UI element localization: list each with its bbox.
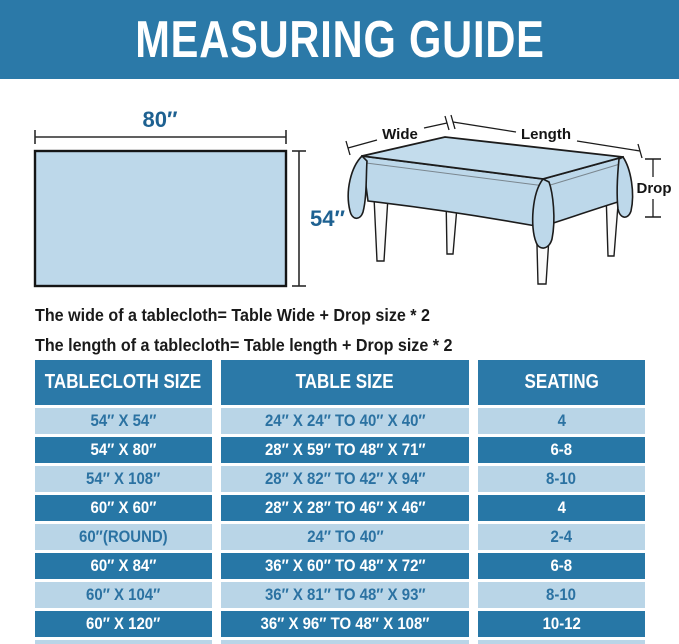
cell-value: 10-12	[542, 614, 581, 633]
table-bottom-strip	[221, 640, 469, 644]
length-formula: The length of a tablecloth= Table length + Drop size * 2	[35, 335, 453, 355]
cell-value: 8-10	[546, 585, 577, 604]
length-dimension-line	[577, 141, 640, 151]
length-dimension-line	[453, 122, 516, 132]
table-cell	[35, 466, 212, 492]
cell-value: 24″ TO 40″	[306, 527, 384, 546]
cell-value: 6-8	[550, 440, 573, 459]
table-cell	[221, 466, 469, 492]
width-formula: The wide of a tablecloth= Table Wide + Drop size * 2	[35, 305, 430, 325]
table-cell	[478, 524, 645, 550]
title-banner	[0, 0, 679, 79]
table-cell	[35, 408, 212, 434]
table-cell	[478, 582, 645, 608]
dimension-diagram-svg	[0, 79, 679, 295]
cell-value: 60″ X 104″	[86, 585, 161, 604]
table-cell	[221, 408, 469, 434]
corner-drape-left	[348, 156, 367, 218]
table-cell	[221, 582, 469, 608]
cell-value: 28″ X 59″ TO 48″ X 71″	[264, 440, 426, 459]
cell-value: 36″ X 81″ TO 48″ X 93″	[264, 585, 426, 604]
column-header-seating	[478, 360, 645, 405]
dimension-diagram-area	[0, 79, 679, 295]
cell-value: 6-8	[550, 556, 573, 575]
cell-value: 60″ X 84″	[90, 556, 157, 575]
table-cell	[35, 582, 212, 608]
table-cell	[478, 408, 645, 434]
table-cell	[35, 611, 212, 637]
wide-label: Wide	[382, 126, 418, 143]
page-title: MEASURING GUIDE	[134, 10, 545, 69]
table-cell	[221, 553, 469, 579]
length-label: Length	[521, 126, 571, 143]
rect-width-label: 80″	[142, 107, 178, 132]
cell-value: 54″ X 108″	[86, 469, 161, 488]
table-leg	[374, 197, 388, 261]
table-cell	[35, 495, 212, 521]
cell-value: 2-4	[550, 527, 573, 546]
table-bottom-strip	[478, 640, 645, 644]
table-cell	[221, 495, 469, 521]
column-header-table-size	[221, 360, 469, 405]
cell-value: 36″ X 96″ TO 48″ X 108″	[260, 614, 430, 633]
rect-height-label: 54″	[310, 206, 346, 231]
tablecloth-rectangle	[35, 151, 286, 286]
formula-section	[0, 295, 679, 360]
column-header-label: TABLECLOTH SIZE	[45, 371, 202, 393]
table-bottom-strip	[35, 640, 212, 644]
table-cell	[478, 437, 645, 463]
cell-value: 36″ X 60″ TO 48″ X 72″	[264, 556, 426, 575]
table-cell	[221, 524, 469, 550]
table-illustration	[346, 115, 672, 284]
drop-dimension	[637, 159, 672, 217]
rectangle-diagram	[35, 107, 345, 286]
table-cell	[35, 437, 212, 463]
cell-value: 28″ X 28″ TO 46″ X 46″	[264, 498, 426, 517]
column-header-label: SEATING	[524, 371, 599, 393]
cell-value: 60″(ROUND)	[79, 527, 168, 546]
table-cell	[221, 437, 469, 463]
table-cell	[478, 495, 645, 521]
cell-value: 54″ X 54″	[90, 411, 157, 430]
cell-value: 54″ X 80″	[90, 440, 157, 459]
table-cell	[478, 611, 645, 637]
wide-dimension-line	[348, 140, 377, 148]
cell-value: 8-10	[546, 469, 577, 488]
wide-dimension-line	[424, 123, 447, 128]
table-cell	[478, 553, 645, 579]
cell-value: 60″ X 60″	[90, 498, 157, 517]
corner-drape-right	[617, 157, 632, 217]
cell-value: 28″ X 82″ TO 42″ X 94″	[264, 469, 426, 488]
column-header-label: TABLE SIZE	[296, 371, 394, 393]
table-cell	[478, 466, 645, 492]
cell-value: 4	[557, 498, 566, 517]
size-chart	[35, 360, 645, 644]
cell-value: 4	[557, 411, 566, 430]
column-header-tablecloth-size	[35, 360, 212, 405]
table-cell	[35, 524, 212, 550]
cell-value: 24″ X 24″ TO 40″ X 40″	[264, 411, 426, 430]
table-cell	[35, 553, 212, 579]
table-cell	[221, 611, 469, 637]
drop-label: Drop	[636, 180, 672, 197]
cell-value: 60″ X 120″	[86, 614, 161, 633]
